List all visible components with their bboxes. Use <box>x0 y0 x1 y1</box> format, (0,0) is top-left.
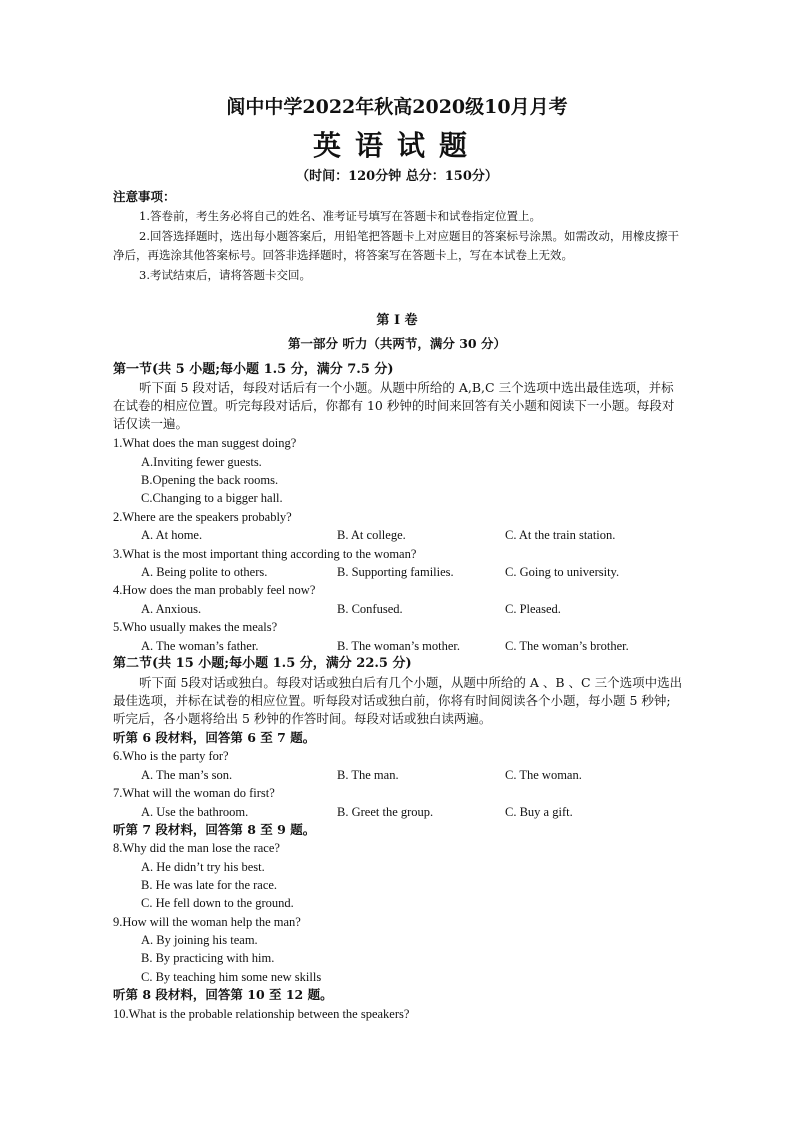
option-a: A.Inviting fewer guests. <box>141 455 262 469</box>
exam-title: 阆中中学2022年秋高2020级10月月考 <box>226 96 568 118</box>
question-stem: 6.Who is the party for? <box>113 749 229 763</box>
option-a: A. Use the bathroom. <box>141 805 249 819</box>
volume-heading: 第 I 卷 <box>376 313 418 328</box>
option-c: C.Changing to a bigger hall. <box>141 491 283 505</box>
question-stem: 7.What will the woman do first? <box>113 786 275 800</box>
question-stem: 8.Why did the man lose the race? <box>113 841 280 855</box>
option-a: A. The man’s son. <box>141 768 233 782</box>
option-a: A. By joining his team. <box>141 933 258 947</box>
option-b: B. Greet the group. <box>337 805 434 819</box>
option-c: C. Going to university. <box>505 565 620 579</box>
notice-item: 2.回答选择题时，选出每小题答案后，用铅笔把答题卡上对应题目的答案标号涂黑。如需改动，用橡皮擦干净后，再选涂其他答案标号。回答非选择题时，将答案写在答题卡上，写在本试卷上无效。 <box>113 228 679 262</box>
notice-item: 1.答卷前，考生务必将自己的姓名、准考证号填写在答题卡和试卷指定位置上。 <box>139 209 541 223</box>
section-instructions: 听下面 5 段对话，每段对话后有一个小题。从题中所给的 A,B,C 三个选项中选出最佳选项，并标在试卷的相应位置。听完每段对话后，你都有 10 秒钟的时间来回答有关小题和阅读下一小题。每段对话仅读一遍。 <box>113 380 675 431</box>
option-c: C. By teaching him some new skills <box>141 970 322 984</box>
notice-item: 3.考试结束后，请将答题卡交回。 <box>139 267 311 282</box>
option-c: C. The woman’s brother. <box>505 639 629 653</box>
section-heading: 第一节(共 5 小题;每小题 1.5 分，满分 7.5 分) <box>113 362 394 377</box>
option-a: A. At home. <box>141 528 203 542</box>
option-b: B. The woman’s mother. <box>337 639 461 653</box>
time-and-score: （时间：120分钟 总分：150分） <box>296 169 498 184</box>
question-stem: 9.How will the woman help the man? <box>113 915 301 929</box>
option-a: A. Being polite to others. <box>141 565 268 579</box>
material-heading: 听第 7 段材料，回答第 8 至 9 题。 <box>113 822 316 837</box>
option-c: C. Buy a gift. <box>505 805 573 819</box>
question-stem: 10.What is the probable relationship between the speakers? <box>113 1007 410 1021</box>
option-c: C. Pleased. <box>505 602 561 616</box>
option-a: A. He didn’t try his best. <box>141 860 265 874</box>
option-c: C. The woman. <box>505 768 582 782</box>
question-stem: 2.Where are the speakers probably? <box>113 510 292 524</box>
question-stem: 3.What is the most important thing according to the woman? <box>113 547 417 561</box>
question-stem: 1.What does the man suggest doing? <box>113 436 297 450</box>
material-heading: 听第 6 段材料，回答第 6 至 7 题。 <box>113 730 316 745</box>
option-b: B. He was late for the race. <box>141 878 278 892</box>
notice-title: 注意事项： <box>113 189 176 204</box>
part-heading: 第一部分 听力（共两节，满分 30 分） <box>288 336 506 351</box>
notice-list <box>113 207 683 285</box>
option-b: B. The man. <box>337 768 399 782</box>
option-a: A. Anxious. <box>141 602 202 616</box>
option-b: B. By practicing with him. <box>141 951 275 965</box>
section-instructions: 听下面 5段对话或独白。每段对话或独白后有几个小题，从题中所给的 A 、B 、C 三个选项中选出最佳选项，并标在试卷的相应位置。听每段对话或独白前，你将有时间阅读各个小题，每小题 5 秒钟;听完后，各小题将给出 5 秒钟的作答时间。每段对话或独白读两遍。 <box>113 675 683 726</box>
question-stem: 5.Who usually makes the meals? <box>113 620 278 634</box>
option-b: B. At college. <box>337 528 406 542</box>
option-b: B. Supporting families. <box>337 565 454 579</box>
option-c: C. He fell down to the ground. <box>141 896 294 910</box>
option-c: C. At the train station. <box>505 528 616 542</box>
section-heading: 第二节(共 15 小题;每小题 1.5 分，满分 22.5 分) <box>113 656 412 671</box>
question-stem: 4.How does the man probably feel now? <box>113 583 316 597</box>
option-b: B.Opening the back rooms. <box>141 473 279 487</box>
material-heading: 听第 8 段材料，回答第 10 至 12 题。 <box>113 987 333 1002</box>
option-a: A. The woman’s father. <box>141 639 259 653</box>
option-b: B. Confused. <box>337 602 403 616</box>
subject-title: 英语试题 <box>312 129 481 162</box>
